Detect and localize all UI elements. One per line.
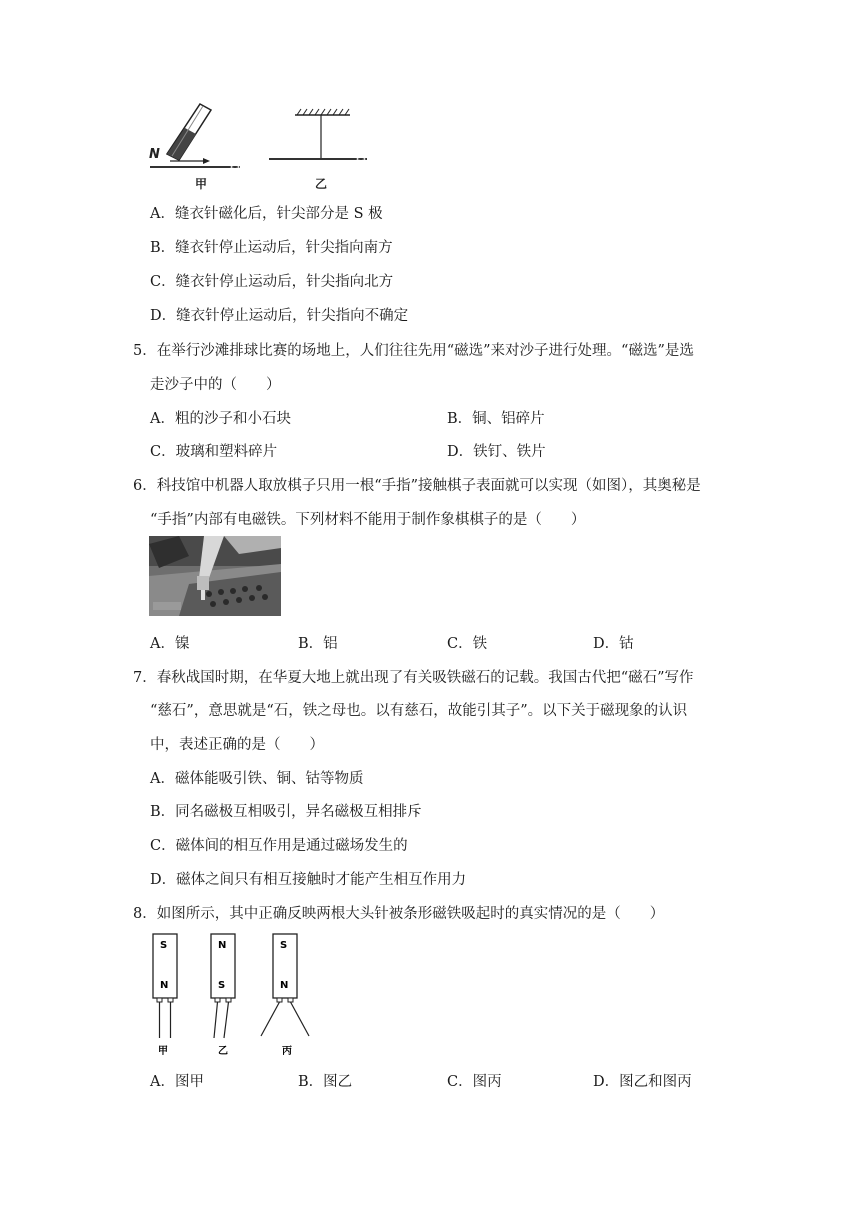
q7-stem-line2: “慈石”，意思就是“石，铁之母也。以有慈石，故能引其子”。以下关于磁现象的认识 <box>150 703 688 719</box>
q6-option-c: C．铁 <box>447 636 488 652</box>
q6-option-b: B．铝 <box>298 636 338 652</box>
magnet-bing-top-pole: S <box>280 940 288 951</box>
q7-option-c: C．磁体间的相互作用是通过磁场发生的 <box>150 838 408 854</box>
figure-label-yi: 乙 <box>315 177 328 191</box>
q8-option-c: C．图丙 <box>447 1074 502 1090</box>
q8-option-b: B．图乙 <box>298 1074 353 1090</box>
magnet-jia <box>153 934 177 1057</box>
q5-option-a: A．粗的沙子和小石块 <box>150 411 291 427</box>
q4-option-d: D．缝衣针停止运动后，针尖指向不确定 <box>150 308 409 324</box>
q7-option-b: B．同名磁极互相吸引，异名磁极互相排斥 <box>150 804 422 820</box>
magnet-bing <box>261 934 309 1057</box>
needle-figure <box>145 100 375 195</box>
q8-option-d: D．图乙和图丙 <box>593 1074 692 1090</box>
q8-stem-line1: 8．如图所示，其中正确反映两根大头针被条形磁铁吸起时的真实情况的是（ ） <box>133 906 665 922</box>
q5-option-b: B．铜、铝碎片 <box>447 411 545 427</box>
magnet-yi <box>211 934 235 1057</box>
q5-stem-line1: 5．在举行沙滩排球比赛的场地上，人们往往先用“磁选”来对沙子进行处理。“磁选”是选 <box>133 343 694 359</box>
magnet-jia-top-pole: S <box>160 940 168 951</box>
q5-stem-line2: 走沙子中的（ ） <box>150 377 281 393</box>
magnet-jia-label: 甲 <box>158 1046 168 1057</box>
magnet-yi-label: 乙 <box>218 1046 228 1057</box>
q7-option-d: D．磁体之间只有相互接触时才能产生相互作用力 <box>150 872 467 888</box>
magnet-yi-bottom-pole: S <box>218 980 226 991</box>
q8-option-a: A．图甲 <box>150 1074 204 1090</box>
magnet-bing-bottom-pole: N <box>280 980 289 991</box>
magnet-bing-label: 丙 <box>282 1046 292 1057</box>
magnets-pins-figure <box>145 930 325 1058</box>
figure-label-jia: 甲 <box>195 177 208 191</box>
q6-option-a: A．镍 <box>150 636 190 652</box>
q6-stem-line1: 6．科技馆中机器人取放棋子只用一根“手指”接触棋子表面就可以实现（如图），其奥秘是 <box>133 478 701 494</box>
q4-option-a: A．缝衣针磁化后，针尖部分是 S 极 <box>150 206 383 222</box>
q6-stem-line2: “手指”内部有电磁铁。下列材料不能用于制作象棋棋子的是（ ） <box>150 512 586 528</box>
q7-stem-line1: 7．春秋战国时期，在华夏大地上就出现了有关吸铁磁石的记载。我国古代把“磁石”写作 <box>133 670 694 686</box>
q6-option-d: D．钴 <box>593 636 634 652</box>
q5-option-c: C．玻璃和塑料碎片 <box>150 444 278 460</box>
n-pole-label: N <box>149 147 160 162</box>
robot-chess-photo <box>149 536 281 616</box>
bar-magnet-drawing <box>167 104 211 160</box>
q7-option-a: A．磁体能吸引铁、铜、钴等物质 <box>150 771 364 787</box>
q4-option-b: B．缝衣针停止运动后，针尖指向南方 <box>150 240 393 256</box>
q5-option-d: D．铁钉、铁片 <box>447 444 546 460</box>
magnet-yi-top-pole: N <box>218 940 227 951</box>
magnet-jia-bottom-pole: N <box>160 980 169 991</box>
q4-option-c: C．缝衣针停止运动后，针尖指向北方 <box>150 274 394 290</box>
q7-stem-line3: 中，表述正确的是（ ） <box>150 737 324 753</box>
